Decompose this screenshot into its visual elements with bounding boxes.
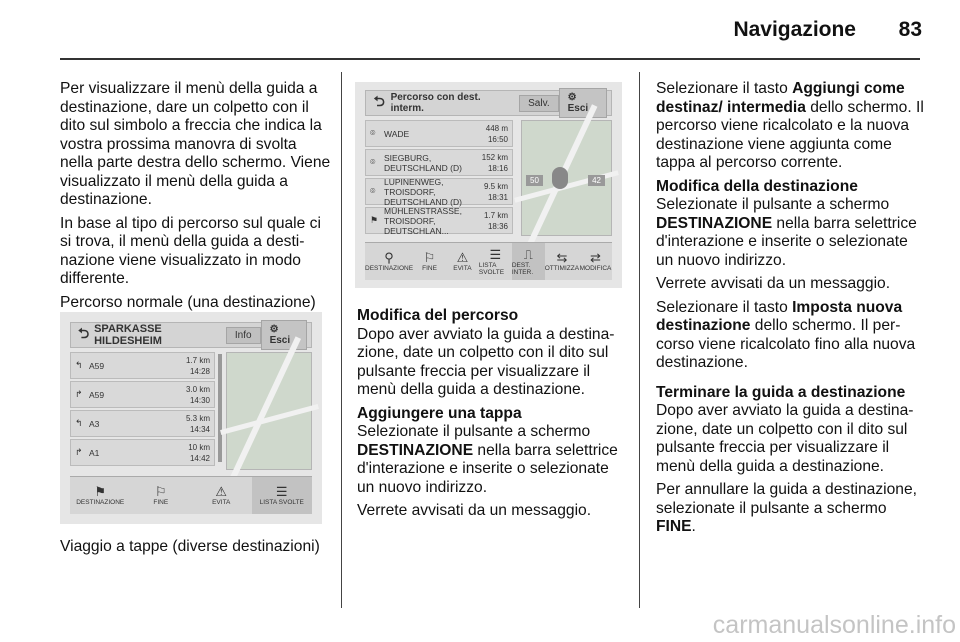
text: nella barra selettrice d'interazione e inserite o selezionate un nuovo indirizzo. bbox=[656, 214, 917, 269]
toolbar-label: LISTA SVOLTE bbox=[259, 499, 304, 506]
column-divider bbox=[639, 72, 640, 608]
time: 14:34 bbox=[189, 424, 210, 434]
column-divider bbox=[341, 72, 342, 608]
paragraph bbox=[656, 196, 924, 270]
list-item bbox=[365, 149, 513, 176]
map-view bbox=[226, 352, 312, 470]
road-name: A59 bbox=[89, 360, 105, 371]
save-button: Salv. bbox=[519, 95, 559, 112]
text-bold: Aggiungi come destinaz/ intermedia bbox=[656, 80, 905, 116]
toolbar-label: MODIFICA bbox=[579, 265, 612, 272]
maneuver-list bbox=[70, 352, 215, 468]
map-view bbox=[521, 120, 612, 236]
section-heading: Modifica del percorso bbox=[357, 307, 519, 324]
destination-flag-icon: ⚑ bbox=[370, 215, 379, 225]
exit-label: Esci bbox=[567, 103, 589, 114]
toolbar-label: EVITA bbox=[453, 265, 472, 272]
paragraph: Dopo aver avviato la guida a destinazione, date un colpetto con il dito sul pulsante freccia per visualizzare il menù della guida a destinazione. bbox=[656, 402, 914, 475]
edit-route-icon: ⇄ bbox=[590, 250, 601, 265]
navigation-screen-image-1 bbox=[60, 312, 322, 524]
text: Per annullare la guida a destinazione, selezionate il pulsante a schermo bbox=[656, 481, 917, 517]
list-icon: ☰ bbox=[489, 246, 502, 262]
image-caption: Viaggio a tappe (diverse destinazioni) bbox=[60, 538, 320, 555]
paragraph: Percorso normale (una destinazione) bbox=[60, 293, 316, 311]
toolbar-label: FINE bbox=[153, 499, 169, 506]
toolbar-optimize bbox=[545, 243, 579, 280]
toolbar-waypoint bbox=[512, 243, 545, 280]
time: 14:42 bbox=[189, 453, 210, 463]
time: 18:36 bbox=[487, 221, 508, 231]
location-pin-icon: ⌾ bbox=[370, 128, 376, 138]
text: Selezionate il pulsante a schermo bbox=[357, 423, 591, 440]
navigation-screen-image-2 bbox=[355, 82, 622, 288]
distance: 1.7 km bbox=[185, 355, 210, 365]
column-2 bbox=[357, 307, 629, 526]
text-bold: FINE bbox=[656, 518, 692, 535]
end-flag-icon: ⚐ bbox=[423, 250, 436, 265]
list-item bbox=[365, 178, 513, 205]
section-heading: Terminare la guida a destinazione bbox=[656, 383, 906, 401]
section-heading: Modifica della destinazione bbox=[656, 177, 858, 195]
toolbar-label: DEST. INTER. bbox=[511, 261, 534, 276]
toolbar-end bbox=[131, 477, 192, 514]
distance: 448 m bbox=[485, 123, 508, 133]
toolbar-destination bbox=[70, 477, 131, 514]
toolbar-destination bbox=[365, 243, 413, 280]
toolbar-label: OTTIMIZZA bbox=[544, 265, 580, 272]
section-heading: Aggiungere una tappa bbox=[357, 404, 522, 422]
waypoint-name: SIEGBURG, DEUTSCHLAND (D) bbox=[384, 152, 462, 173]
screen-top-bar bbox=[70, 322, 312, 348]
paragraph bbox=[656, 481, 924, 537]
time: 18:31 bbox=[487, 192, 508, 202]
toolbar-avoid bbox=[191, 477, 252, 514]
toolbar-avoid bbox=[446, 243, 479, 280]
list-item bbox=[70, 381, 215, 408]
toolbar-label: DESTINAZIONE bbox=[365, 265, 414, 272]
exit-button: ⚙ Esci bbox=[559, 88, 607, 118]
text: Selezionare il tasto bbox=[656, 298, 793, 316]
waypoint-name: MÜHLENSTRASSE, TROISDORF, DEUTSCHLAN... bbox=[384, 205, 462, 236]
road-name: A1 bbox=[89, 447, 100, 458]
turn-arrow-icon: ↱ bbox=[75, 389, 83, 399]
watermark: carmanualsonline.info bbox=[712, 611, 956, 639]
flag-icon: ⚑ bbox=[94, 484, 107, 499]
text-bold: Imposta nuova destinazione bbox=[656, 298, 903, 334]
list-item bbox=[70, 352, 215, 379]
page-number: 83 bbox=[898, 18, 922, 41]
text: dello schermo. Il percorso viene ricalcolato e la nuova destinazione viene aggiunta come tappa al percorso corrente. bbox=[656, 98, 924, 171]
paragraph: Dopo aver avviato la guida a destinazione, date un colpetto con il dito sul pulsante freccia per visualizzare il menù della guida a destinazione. bbox=[357, 325, 615, 398]
screen-top-bar bbox=[365, 90, 612, 116]
interaction-selector-bar bbox=[365, 242, 612, 280]
paragraph: Verrete avvisati da un messaggio. bbox=[656, 275, 891, 292]
info-button: Info bbox=[226, 327, 261, 344]
waypoint-name: LUPINENWEG, TROISDORF, DEUTSCHLAND (D) bbox=[384, 176, 462, 207]
exit-button: ⚙ Esci bbox=[261, 320, 307, 350]
list-item bbox=[70, 439, 215, 466]
paragraph bbox=[357, 423, 629, 497]
paragraph: In base al tipo di percorso sul quale ci si trova, il menù della guida a destinazione viene visualizzato in modo differente. bbox=[60, 214, 321, 287]
scrollbar bbox=[218, 354, 222, 462]
header-rule bbox=[60, 58, 920, 60]
distance: 5.3 km bbox=[185, 413, 210, 423]
end-flag-icon: ⚐ bbox=[154, 484, 167, 499]
text: nella barra selettrice d'interazione e inserite o selezionate un nuovo indirizzo. bbox=[357, 441, 618, 496]
speed-badge: 42 bbox=[588, 175, 605, 186]
paragraph: Per visualizzare il menù della guida a destinazione, dare un colpetto con il dito sul simbolo a freccia che indica la vostra prossima manovra di svolta nella parte destra dello schermo. Viene visualizzato il menù della guida a destinazione. bbox=[60, 80, 331, 208]
distance: 3.0 km bbox=[185, 384, 210, 394]
speed-badge: 50 bbox=[526, 175, 543, 186]
column-3 bbox=[656, 80, 924, 542]
list-item bbox=[70, 410, 215, 437]
paragraph: Verrete avvisati da un messaggio. bbox=[357, 502, 592, 519]
distance: 152 km bbox=[481, 152, 508, 162]
turn-arrow-icon: ↰ bbox=[75, 360, 83, 370]
map-road bbox=[220, 404, 319, 435]
screen-title: SPARKASSE HILDESHEIM bbox=[94, 323, 162, 347]
caption bbox=[60, 538, 332, 562]
waypoint-name: WADE bbox=[384, 128, 410, 139]
text: Selezionate il pulsante a schermo bbox=[656, 196, 890, 213]
time: 14:28 bbox=[189, 366, 210, 376]
vehicle-position-icon bbox=[552, 167, 568, 189]
search-icon: ⚲ bbox=[384, 250, 394, 265]
toolbar-edit bbox=[579, 243, 612, 280]
avoid-icon: ⚠ bbox=[456, 250, 469, 265]
paragraph bbox=[656, 80, 924, 173]
paragraph bbox=[656, 299, 924, 373]
list-item bbox=[365, 207, 513, 234]
text: Selezionare il tasto bbox=[656, 80, 793, 97]
optimize-icon: ⇆ bbox=[556, 250, 568, 265]
toolbar-end bbox=[413, 243, 446, 280]
time: 18:16 bbox=[487, 163, 508, 173]
text-bold: DESTINAZIONE bbox=[357, 441, 474, 459]
list-icon: ☰ bbox=[275, 484, 288, 499]
distance: 10 km bbox=[188, 442, 210, 452]
road-name: A3 bbox=[89, 418, 100, 429]
interaction-selector-bar bbox=[70, 476, 312, 514]
text: dello schermo. Il percorso viene ricalcolato fino alla nuova destinazione. bbox=[656, 317, 916, 371]
back-arrow-icon: ⮌ bbox=[77, 325, 90, 341]
time: 16:50 bbox=[487, 134, 508, 144]
location-pin-icon: ⌾ bbox=[370, 186, 376, 196]
column-1 bbox=[60, 80, 332, 317]
route-icon: ⎍ bbox=[523, 246, 533, 262]
avoid-icon: ⚠ bbox=[215, 484, 228, 499]
road-name: A59 bbox=[89, 389, 105, 400]
toolbar-label: LISTA SVOLTE bbox=[478, 261, 505, 276]
toolbar-label: FINE bbox=[422, 265, 437, 272]
screen-title: Percorso con dest. interm. bbox=[390, 92, 481, 114]
location-pin-icon: ⌾ bbox=[370, 157, 376, 167]
turn-arrow-icon: ↰ bbox=[75, 418, 83, 428]
toolbar-label: EVITA bbox=[212, 499, 231, 506]
list-item bbox=[365, 120, 513, 147]
text: . bbox=[691, 518, 696, 535]
exit-label: Esci bbox=[269, 335, 291, 346]
waypoint-list bbox=[365, 120, 513, 236]
time: 14:30 bbox=[189, 395, 210, 405]
text-bold: DESTINAZIONE bbox=[656, 214, 773, 232]
section-title: Navigazione bbox=[733, 18, 856, 41]
back-arrow-icon: ⮌ bbox=[373, 93, 385, 109]
toolbar-turn-list bbox=[252, 477, 313, 514]
toolbar-turn-list bbox=[479, 243, 512, 280]
distance: 9.5 km bbox=[483, 181, 508, 191]
toolbar-label: DESTINAZIONE bbox=[76, 499, 125, 506]
turn-arrow-icon: ↱ bbox=[75, 447, 83, 457]
distance: 1.7 km bbox=[483, 210, 508, 220]
